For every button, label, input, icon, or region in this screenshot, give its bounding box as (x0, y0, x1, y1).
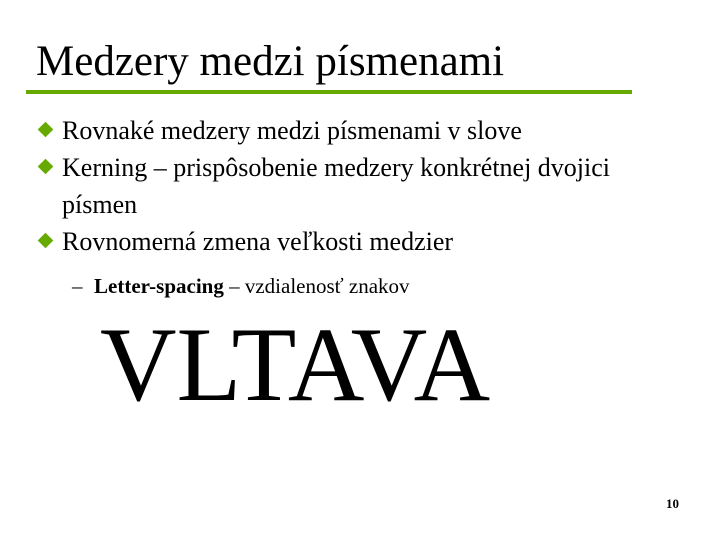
sub-bullet-term: Letter-spacing (94, 274, 224, 298)
diamond-bullet-icon (38, 233, 54, 249)
sub-bullet-dash: – (72, 274, 83, 298)
bullet-list (40, 112, 680, 260)
bullet-text: Rovnomerná zmena veľkosti medzier (62, 227, 454, 256)
bullet-text: Rovnaké medzery medzi písmenami v slove (62, 116, 522, 145)
slide-title: Medzery medzi písmenami (36, 38, 505, 85)
bullet-text: Kerning – prispôsobenie medzery konkrétnej dvojici písmen (62, 153, 611, 219)
bullet-item (40, 112, 680, 149)
page-number: 10 (666, 496, 679, 511)
bullet-item (40, 223, 680, 260)
bullet-item (40, 149, 680, 223)
sub-bullet-description: – vzdialenosť znakov (223, 274, 410, 298)
sub-bullet (72, 272, 410, 300)
title-underline (26, 90, 632, 94)
diamond-bullet-icon (38, 122, 54, 138)
example-word: VLTAVA (100, 306, 491, 423)
diamond-bullet-icon (38, 159, 54, 175)
